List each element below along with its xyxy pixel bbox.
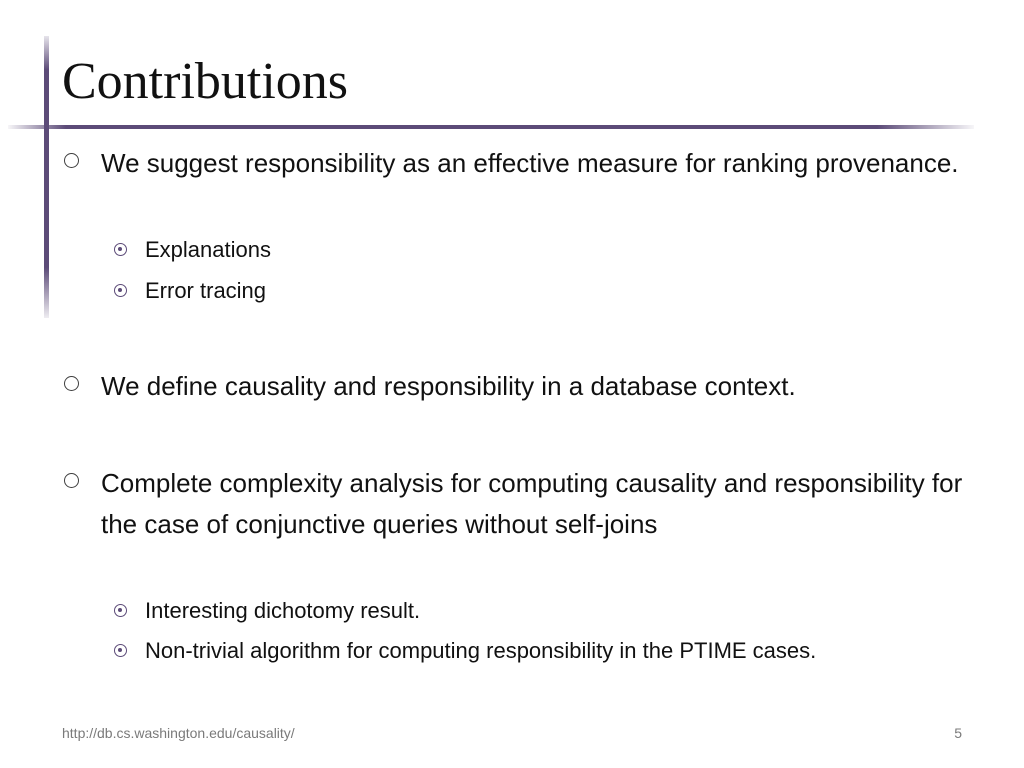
hollow-circle-icon	[64, 376, 79, 391]
hollow-circle-icon	[64, 473, 79, 488]
hollow-circle-icon	[64, 153, 79, 168]
footer-url: http://db.cs.washington.edu/causality/	[62, 725, 295, 741]
bullet-text: Complete complexity analysis for computing causality and responsibility for the case of conjunctive queries without self-joins	[101, 468, 963, 539]
sub-bullet-text: Explanations	[145, 237, 271, 262]
target-circle-icon	[114, 243, 127, 256]
sub-bullet-text: Error tracing	[145, 278, 267, 303]
page-number: 5	[954, 725, 962, 741]
target-circle-icon	[114, 604, 127, 617]
target-circle-icon	[114, 644, 127, 657]
bullet-text: We define causality and responsibility in a database context.	[101, 371, 796, 401]
sub-bullet-text: Non-trivial algorithm for computing responsibility in the PTIME cases.	[145, 638, 817, 663]
sub-bullet-text: Interesting dichotomy result.	[145, 598, 421, 623]
bullet-text: We suggest responsibility as an effective measure for ranking provenance.	[101, 148, 959, 178]
target-circle-icon	[114, 284, 127, 297]
slide-title: Contributions	[62, 53, 349, 110]
